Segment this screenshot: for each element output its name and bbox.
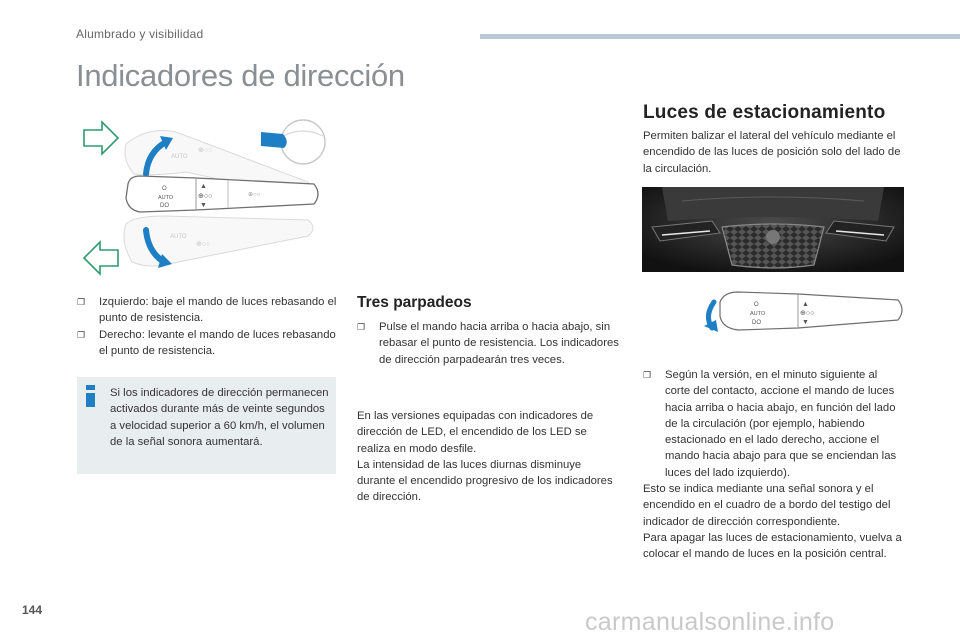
section-heading-luces-estacionamiento: Luces de estacionamiento (643, 102, 886, 123)
svg-text:O: O (162, 186, 167, 192)
arrow-right-outline-icon (84, 122, 118, 154)
bullet-icon: ❐ (357, 322, 366, 332)
info-icon (86, 385, 95, 407)
middle-bullet-list (357, 319, 619, 368)
info-text: Si los indicadores de dirección permanecen activados durante más de veinte segundos a velocidad superior a 60 km/h, el volumen de la señal sonora aumentará. (110, 387, 329, 448)
header-rule (480, 34, 960, 39)
car-front-photo (642, 187, 904, 272)
svg-text:AUTO: AUTO (170, 234, 187, 240)
middle-paragraphs (357, 408, 621, 506)
svg-text:▼: ▼ (200, 202, 207, 209)
svg-text:⊕○○: ⊕○○ (198, 193, 213, 200)
paragraph: En las versiones equipadas con indicadores de dirección de LED, el encendido de los LED se realiza en modo desfile. (357, 410, 594, 455)
svg-text:▲: ▲ (200, 183, 207, 190)
svg-text:▲: ▲ (802, 301, 809, 308)
left-bullet-list (77, 294, 339, 359)
right-bullet-list (643, 367, 905, 481)
page-number: 144 (22, 603, 43, 617)
svg-text:AUTO: AUTO (750, 311, 766, 317)
svg-text:⊕○○: ⊕○○ (198, 147, 213, 154)
paragraph: Esto se indica mediante una señal sonora y el encendido en el cuadro de a bordo del testigo del indicador de dirección correspondiente. (643, 483, 891, 528)
steering-wheel-inset (261, 120, 325, 164)
parking-light-stalk-illustration (698, 286, 908, 352)
list-item (643, 367, 905, 481)
list-item (77, 327, 339, 360)
list-item (77, 294, 339, 327)
stalk-lower-ghost (124, 216, 313, 266)
bullet-icon: ❐ (77, 297, 86, 307)
svg-text:AUTO: AUTO (171, 154, 188, 160)
svg-text:AUTO: AUTO (158, 195, 174, 201)
list-item (357, 319, 619, 368)
svg-text:⊕○○: ⊕○○ (800, 310, 815, 317)
bullet-icon: ❐ (77, 329, 86, 340)
paragraph: Para apagar las luces de estacionamiento, vuelva a colocar el mando de luces en la posición central. (643, 531, 902, 561)
page-title: Indicadores de dirección (76, 58, 405, 93)
svg-text:▼: ▼ (802, 319, 809, 326)
bullet-icon: ❐ (643, 370, 652, 380)
section-heading-tres-parpadeos: Tres parpadeos (357, 294, 472, 311)
arrow-left-outline-icon (84, 242, 118, 274)
watermark: carmanualsonline.info (585, 608, 835, 636)
svg-text:O: O (754, 302, 759, 308)
bullet-text: Pulse el mando hacia arriba o hacia abajo, sin rebasar el punto de resistencia. Los indicadores de dirección parpadearán tres veces. (379, 321, 619, 366)
svg-text:⊕○○: ⊕○○ (248, 192, 261, 198)
indicator-stalk-illustration (78, 112, 340, 278)
svg-text:⊕○○: ⊕○○ (196, 241, 211, 248)
bullet-text: Izquierdo: baje el mando de luces rebasando el punto de resistencia. (99, 296, 337, 325)
right-intro: Permiten balizar el lateral del vehículo mediante el encendido de las luces de posición solo del lado de la circulación. (643, 130, 901, 175)
svg-text:DO: DO (752, 320, 761, 326)
bullet-text: Según la versión, en el minuto siguiente al corte del contacto, accione el mando de luces hacia arriba o hacia abajo, en función del lado de la circulación (por ejemplo, habiendo estacionado en el lado derecho, accione el mando hacia abajo para que se enciendan las luces del lado izquierdo). (665, 369, 897, 479)
right-paragraphs (643, 481, 907, 562)
paragraph: La intensidad de las luces diurnas disminuye durante el encendido progresivo de los indicadores de dirección. (357, 458, 613, 504)
svg-text:DO: DO (160, 203, 169, 209)
section-header: Alumbrado y visibilidad (76, 27, 204, 41)
bullet-text: Derecho: levante el mando de luces rebasando el punto de resistencia. (99, 328, 336, 357)
